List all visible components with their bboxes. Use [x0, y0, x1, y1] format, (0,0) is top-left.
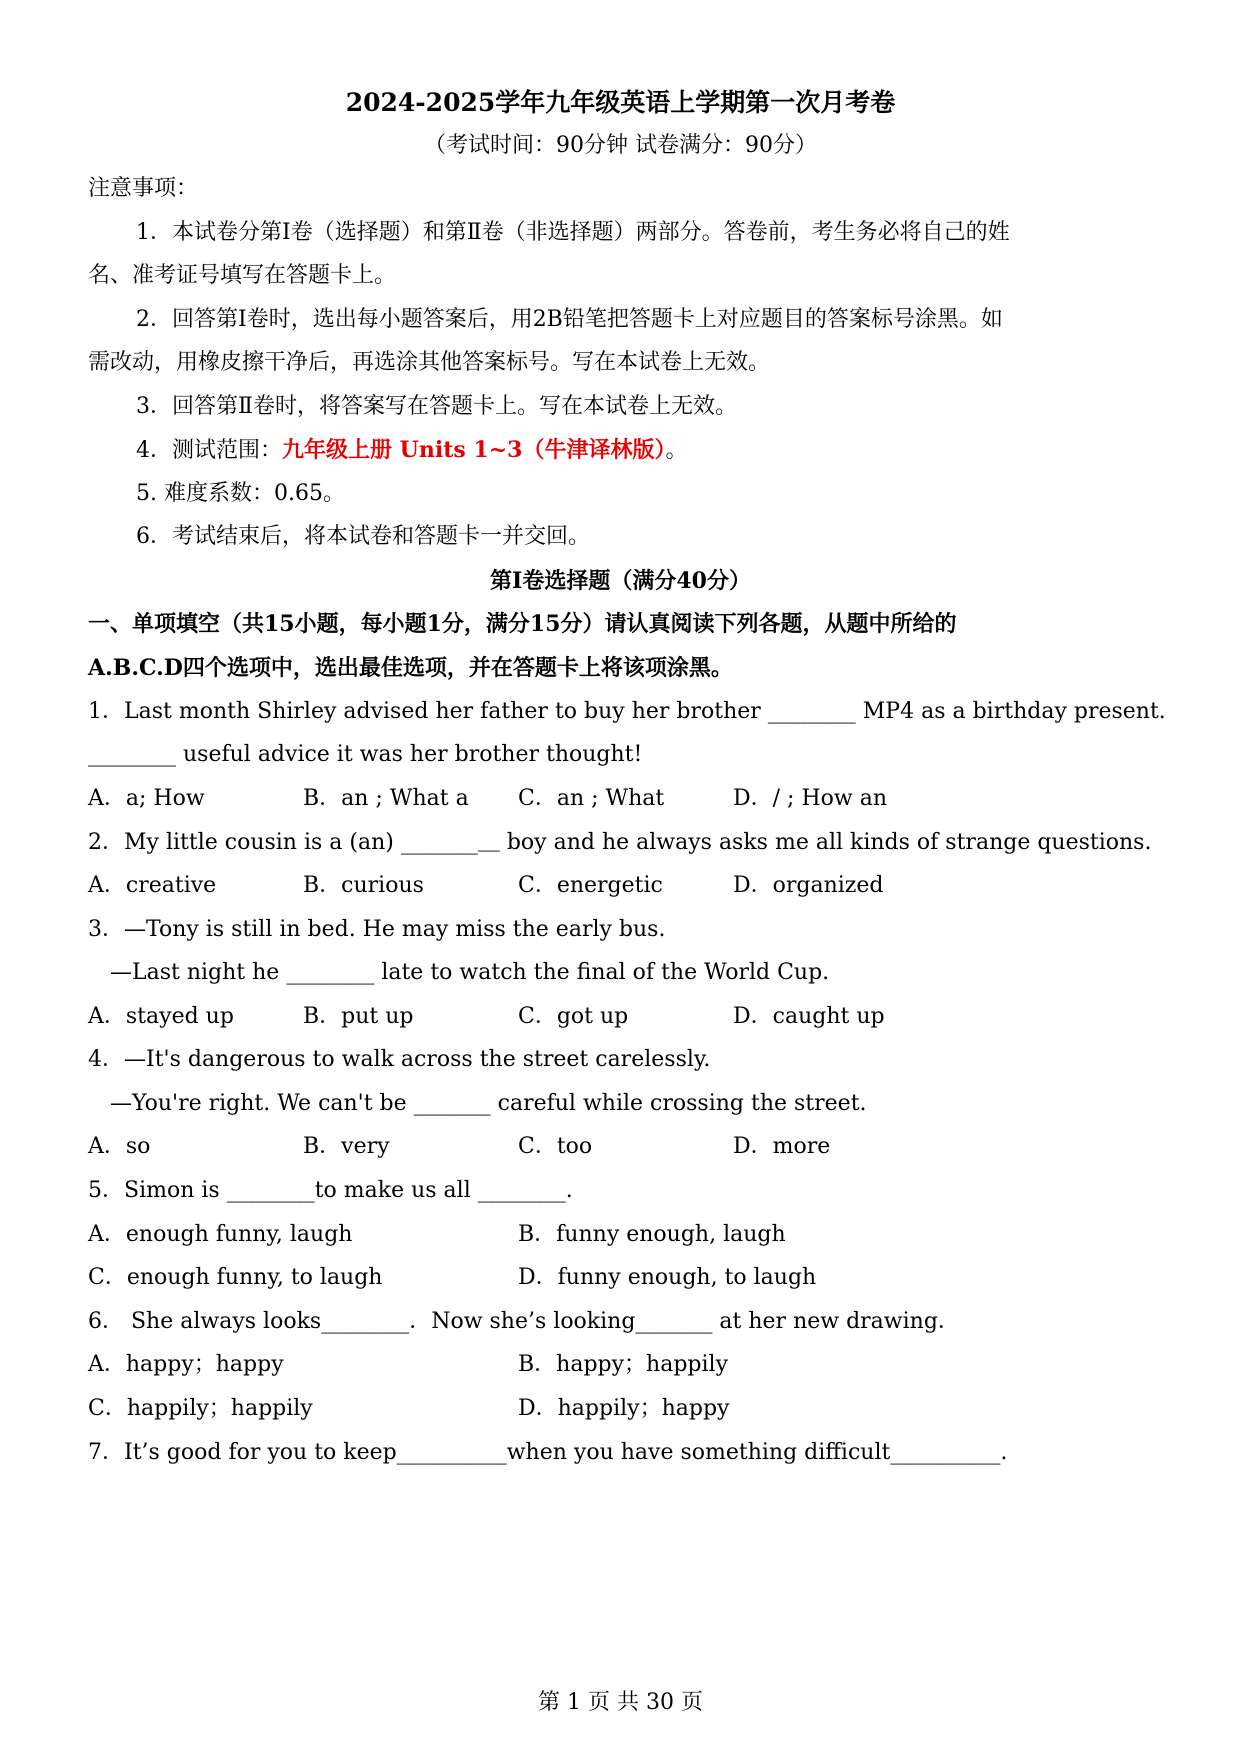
- q1-option-d: D．/ ; How an: [733, 786, 887, 811]
- q3-option-a: A．stayed up: [88, 1004, 234, 1029]
- q2-option-b: B．curious: [303, 873, 424, 898]
- q4-option-c: C．too: [518, 1134, 593, 1159]
- exam-subtitle: （考试时间：90分钟 试卷满分：90分）: [424, 133, 817, 158]
- q5-option-c: C．enough funny, to laugh: [88, 1265, 383, 1290]
- notice-item-5: 5. 难度系数：0.65。: [136, 481, 345, 506]
- question-4-line-2: —You're right. We can't be _______ careful while crossing the street.: [110, 1091, 867, 1116]
- q6-option-a: A．happy；happy: [88, 1352, 284, 1377]
- question-5: 5．Simon is ________to make us all ________.: [88, 1178, 573, 1203]
- question-3-line-1: 3．—Tony is still in bed. He may miss the early bus.: [88, 917, 666, 942]
- q5-option-b: B．funny enough, laugh: [518, 1222, 786, 1247]
- q5-option-d: D．funny enough, to laugh: [518, 1265, 817, 1290]
- notice-item-6: 6．考试结束后，将本试卷和答题卡一并交回。: [136, 524, 590, 549]
- q6-option-c: C．happily；happily: [88, 1396, 313, 1421]
- notice-item-4-prefix: 4．测试范围：: [136, 438, 282, 463]
- notice-item-4-suffix: 。: [665, 438, 688, 463]
- q2-option-d: D．organized: [733, 873, 884, 898]
- part1-instruction-a: 一、单项填空（共15小题，每小题1分，满分15分）请认真阅读下列各题，从题中所给的: [88, 611, 957, 637]
- test-scope: 九年级上册 Units 1~3（牛津译林版）: [282, 437, 666, 463]
- notice-item-1a: 1．本试卷分第Ⅰ卷（选择题）和第Ⅱ卷（非选择题）两部分。答卷前，考生务必将自己的姓: [136, 220, 1010, 245]
- notice-item-4: [136, 435, 1153, 466]
- q4-option-a: A．so: [88, 1134, 151, 1159]
- question-6: 6． She always looks________．Now she’s looking_______ at her new drawing．: [88, 1309, 960, 1334]
- page-number: 第 1 页 共 30 页: [538, 1690, 703, 1715]
- q3-option-b: B．put up: [303, 1004, 414, 1029]
- question-4-line-1: 4．—It's dangerous to walk across the street carelessly.: [88, 1047, 711, 1072]
- exam-title: 2024-2025学年九年级英语上学期第一次月考卷: [345, 88, 896, 117]
- q2-option-c: C．energetic: [518, 873, 663, 898]
- q4-option-b: B．very: [303, 1134, 390, 1159]
- q5-option-a: A．enough funny, laugh: [88, 1222, 353, 1247]
- notice-item-2a: 2．回答第Ⅰ卷时，选出每小题答案后，用2B铅笔把答题卡上对应题目的答案标号涂黑。如: [136, 307, 1003, 332]
- q3-option-d: D．caught up: [733, 1004, 885, 1029]
- section-title: 第Ⅰ卷选择题（满分40分）: [490, 568, 751, 594]
- q3-option-c: C．got up: [518, 1004, 629, 1029]
- notice-item-2b: 需改动，用橡皮擦干净后，再选涂其他答案标号。写在本试卷上无效。: [88, 350, 771, 375]
- q2-option-a: A．creative: [88, 873, 217, 898]
- q4-option-d: D．more: [733, 1134, 831, 1159]
- q1-option-a: A．a; How: [88, 786, 205, 811]
- part1-instruction-b: A.B.C.D四个选项中，选出最佳选项，并在答题卡上将该项涂黑。: [88, 655, 733, 681]
- notice-item-3: 3．回答第Ⅱ卷时，将答案写在答题卡上。写在本试卷上无效。: [136, 394, 737, 419]
- q6-option-b: B．happy；happily: [518, 1352, 728, 1377]
- question-1-line-1: 1．Last month Shirley advised her father to buy her brother ________ MP4 as a birthday present.: [88, 699, 1166, 724]
- question-1-line-2: ________ useful advice it was her brother thought!: [88, 742, 643, 767]
- question-2: 2．My little cousin is a (an) _______＿ boy and he always asks me all kinds of strange questions.: [88, 830, 1152, 855]
- question-7: 7．It’s good for you to keep__________when you have something difficult__________.: [88, 1440, 1008, 1465]
- notice-item-1b: 名、准考证号填写在答题卡上。: [88, 263, 397, 288]
- question-3-line-2: —Last night he ________ late to watch the final of the World Cup.: [110, 960, 830, 985]
- q1-option-b: B．an ; What a: [303, 786, 469, 811]
- q6-option-d: D．happily；happy: [518, 1396, 730, 1421]
- q1-option-c: C．an ; What: [518, 786, 665, 811]
- notice-heading: 注意事项：: [88, 176, 199, 201]
